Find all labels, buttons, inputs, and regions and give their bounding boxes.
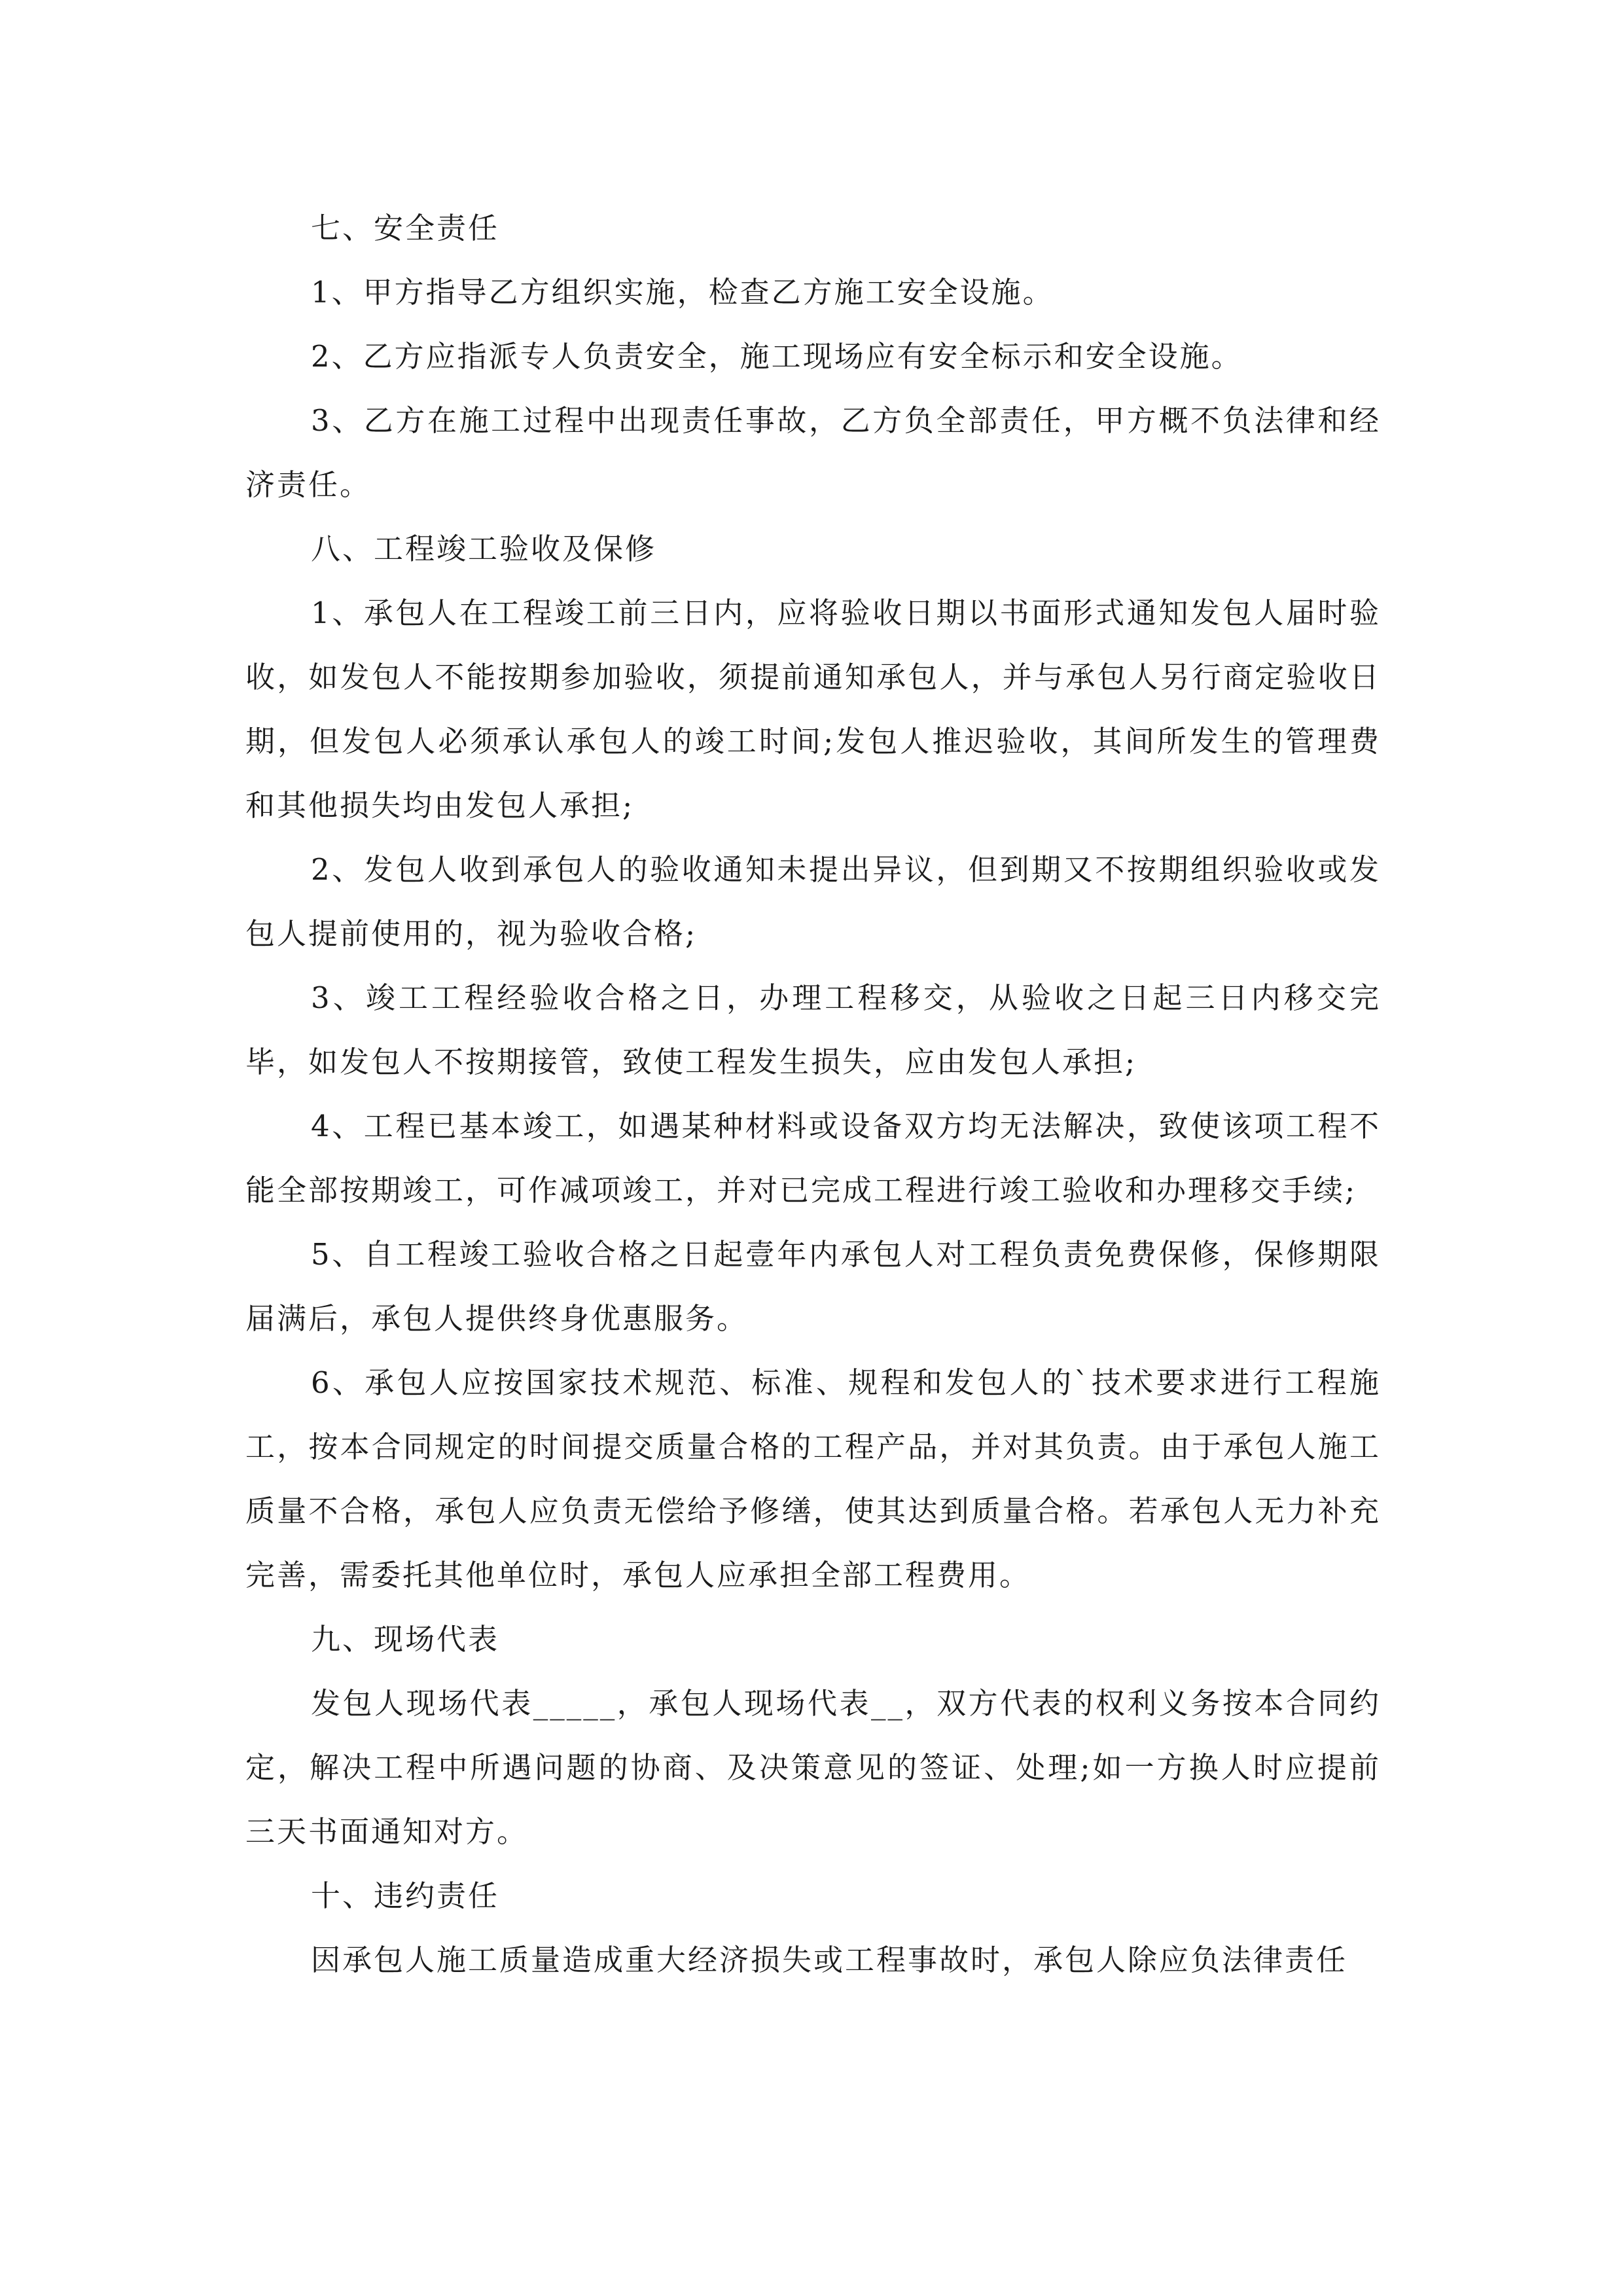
clause-paragraph: 1、承包人在工程竣工前三日内，应将验收日期以书面形式通知发包人届时验收，如发包人不能按期参加验收，须提前通知承包人，并与承包人另行商定验收日期，但发包人必须承认承包人的竣工时间;发包人推迟验收，其间所发生的管理费和其他损失均由发包人承担; — [245, 596, 1381, 823]
clause-paragraph: 2、乙方应指派专人负责安全，施工现场应有安全标示和安全设施。 — [311, 339, 1243, 374]
clause-paragraph: 发包人现场代表_____，承包人现场代表__，双方代表的权利义务按本合同约定，解决工程中所遇问题的协商、及决策意见的签证、处理;如一方换人时应提前三天书面通知对方。 — [245, 1686, 1381, 1849]
clause-paragraph: 6、承包人应按国家技术规范、标准、规程和发包人的`技术要求进行工程施工，按本合同规定的时间提交质量合格的工程产品，并对其负责。由于承包人施工质量不合格，承包人应负责无偿给予修缮，使其达到质量合格。若承包人无力补充完善，需委托其他单位时，承包人应承担全部工程费用。 — [245, 1365, 1381, 1592]
section-heading: 七、安全责任 — [311, 211, 500, 245]
section-heading: 十、违约责任 — [311, 1878, 500, 1913]
clause-paragraph: 1、甲方指导乙方组织实施，检查乙方施工安全设施。 — [311, 275, 1054, 310]
clause-paragraph: 3、竣工工程经验收合格之日，办理工程移交，从验收之日起三日内移交完毕，如发包人不按期接管，致使工程发生损失，应由发包人承担; — [245, 980, 1381, 1079]
clause-paragraph: 3、乙方在施工过程中出现责任事故，乙方负全部责任，甲方概不负法律和经济责任。 — [245, 403, 1381, 502]
section-heading: 八、工程竣工验收及保修 — [311, 531, 657, 566]
section-heading: 九、现场代表 — [311, 1622, 500, 1657]
contract-body — [245, 196, 1381, 1992]
clause-paragraph: 2、发包人收到承包人的验收通知未提出异议，但到期又不按期组织验收或发包人提前使用的，视为验收合格; — [245, 852, 1381, 951]
clause-paragraph: 5、自工程竣工验收合格之日起壹年内承包人对工程负责免费保修，保修期限届满后，承包人提供终身优惠服务。 — [245, 1237, 1381, 1336]
clause-paragraph: 4、工程已基本竣工，如遇某种材料或设备双方均无法解决，致使该项工程不能全部按期竣工，可作减项竣工，并对已完成工程进行竣工验收和办理移交手续; — [245, 1109, 1381, 1208]
clause-paragraph: 因承包人施工质量造成重大经济损失或工程事故时，承包人除应负法律责任 — [311, 1943, 1348, 1977]
